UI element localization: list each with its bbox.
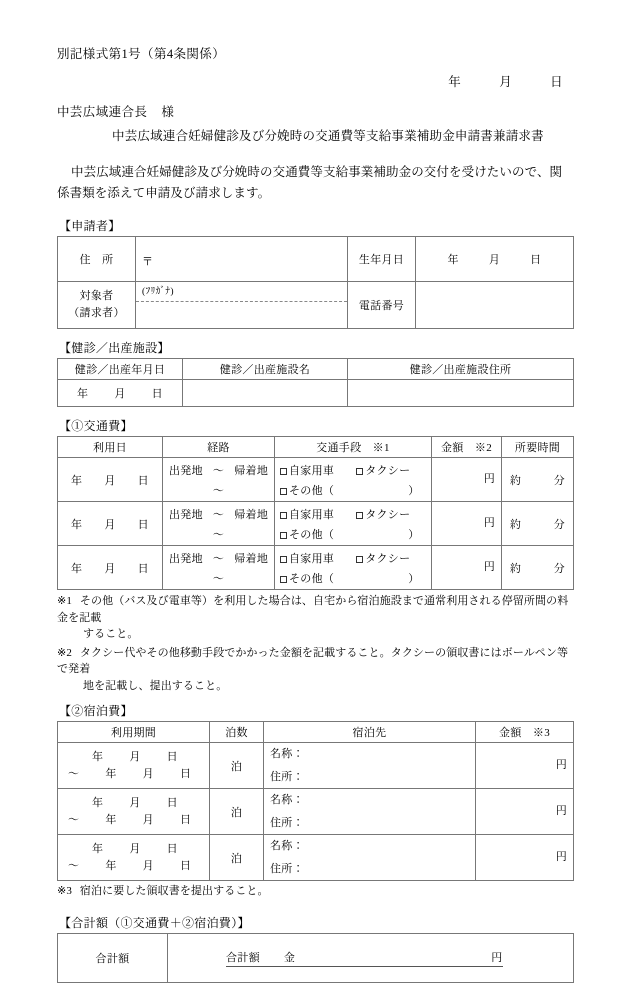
total-row-label: 合計額 (95, 952, 130, 965)
lodging-name-label: 名称： (270, 794, 304, 807)
phone-label: 電話番号 (358, 300, 405, 313)
transport-currency-label: 円 (483, 473, 495, 486)
facility-year-label: 年 (77, 388, 89, 401)
transport-amount-cell[interactable] (432, 502, 502, 546)
means-row-primary (275, 546, 431, 566)
facility-col-name: 健診／出産施設名 (183, 359, 348, 380)
lodging-nights-cell[interactable] (210, 743, 264, 789)
route-second-tilde: 〜 (212, 485, 225, 498)
lodging-start-date (58, 841, 209, 858)
total-section-heading: 【合計額（①交通費＋②宿泊費）】 (59, 915, 250, 930)
lodging-end-month: 月 (142, 767, 154, 780)
facility-day-label: 日 (151, 388, 163, 401)
note-1-label: ※1 (57, 595, 72, 608)
route-to-label: 帰着地 (234, 553, 269, 566)
duration-prefix-label: 約 (510, 474, 522, 487)
lodging-start-date (58, 795, 209, 812)
means-other-label: その他（ (289, 573, 335, 586)
address-label: 住 所 (79, 254, 114, 267)
date-year-label: 年 (448, 75, 462, 89)
checkbox-private-car[interactable] (280, 468, 287, 475)
transport-col-means: 交通手段 ※1 (275, 437, 432, 458)
lodging-period-cell[interactable] (58, 835, 210, 881)
duration-prefix-label: 約 (510, 562, 522, 575)
lodging-nights-unit: 泊 (230, 806, 243, 819)
total-amount-line (226, 949, 503, 967)
route-to-label: 帰着地 (234, 509, 269, 522)
transport-month-label: 月 (104, 474, 116, 487)
route-tilde: 〜 (212, 553, 225, 566)
means-other-close: ） (408, 573, 420, 586)
transport-month-label: 月 (104, 518, 116, 531)
means-car-label: 自家用車 (289, 465, 335, 478)
checkbox-other[interactable] (280, 532, 287, 539)
birthdate-label: 生年月日 (358, 254, 405, 267)
total-money-mark: 金 (283, 951, 296, 964)
lodging-table (57, 721, 574, 881)
transport-day-label: 日 (137, 518, 149, 531)
route-top-line (163, 546, 274, 566)
route-second-tilde: 〜 (212, 573, 225, 586)
transport-amount-cell[interactable] (432, 458, 502, 502)
table-row (58, 835, 574, 881)
total-currency-label: 円 (491, 951, 503, 964)
table-row (58, 933, 574, 982)
means-taxi-label: タクシー (365, 509, 411, 522)
table-row (58, 502, 574, 546)
means-other-close: ） (408, 485, 420, 498)
facility-name-cell[interactable] (183, 380, 348, 407)
checkbox-taxi[interactable] (356, 468, 363, 475)
transport-currency-label: 円 (483, 561, 495, 574)
lodging-note-3 (57, 883, 573, 900)
lodging-nights-unit: 泊 (230, 760, 243, 773)
applicant-table (57, 236, 574, 329)
transport-note-2 (57, 645, 573, 695)
transport-duration-cell[interactable] (502, 458, 574, 502)
subject-label-cell (58, 282, 136, 329)
total-inline-label: 合計額 (226, 951, 260, 964)
lodging-col-nights: 泊数 (210, 722, 264, 743)
note-3-label: ※3 (57, 885, 72, 898)
lodging-end-year: 年 (105, 767, 117, 780)
lodging-start-month: 月 (129, 842, 141, 855)
lodging-address-label: 住所： (270, 816, 304, 829)
lodging-amount-cell[interactable] (476, 743, 574, 789)
checkbox-private-car[interactable] (280, 556, 287, 563)
lodging-nights-cell[interactable] (210, 835, 264, 881)
means-taxi-label: タクシー (365, 465, 411, 478)
address-label-cell (58, 237, 136, 282)
route-top-line (163, 502, 274, 522)
lodging-nights-cell[interactable] (210, 789, 264, 835)
form-number: 別記様式第1号（第4条関係） (57, 47, 226, 61)
lodging-amount-cell[interactable] (476, 789, 574, 835)
route-from-label: 出発地 (169, 465, 203, 478)
lodging-start-day: 日 (166, 796, 178, 809)
route-tilde: 〜 (212, 509, 225, 522)
note-2-continuation: 地を記載し、提出すること。 (83, 679, 228, 692)
transport-duration-cell[interactable] (502, 546, 574, 590)
note-3-text: 宿泊に要した領収書を提出すること。 (79, 885, 269, 898)
checkbox-taxi[interactable] (356, 512, 363, 519)
subject-label: 対象者 (79, 290, 114, 303)
document-body-text: 中芸広域連合妊婦健診及び分娩時の交通費等支給事業補助金の交付を受けたいので、関係書類を添えて申請及び請求します。 (57, 165, 563, 200)
checkbox-private-car[interactable] (280, 512, 287, 519)
table-header-row (58, 722, 574, 743)
duration-unit-label: 分 (553, 474, 565, 487)
transport-col-date: 利用日 (58, 437, 163, 458)
table-row (58, 380, 574, 407)
lodging-start-year: 年 (92, 750, 104, 763)
transport-route-cell[interactable] (163, 502, 275, 546)
furigana-label: (ﾌﾘｶﾞﾅ) (136, 283, 347, 302)
checkbox-other[interactable] (280, 488, 287, 495)
checkbox-other[interactable] (280, 576, 287, 583)
lodging-start-day: 日 (166, 750, 178, 763)
applicant-section-heading: 【申請者】 (59, 219, 121, 234)
means-car-label: 自家用車 (289, 509, 335, 522)
transport-means-cell[interactable] (275, 458, 432, 502)
means-row-other (275, 522, 431, 545)
table-row (58, 743, 574, 789)
lodging-currency-label: 円 (555, 851, 567, 864)
facility-col-date: 健診／出産年月日 (58, 359, 183, 380)
birthdate-label-cell (348, 237, 416, 282)
address-input-cell[interactable] (136, 237, 348, 282)
lodging-start-year: 年 (92, 842, 104, 855)
route-from-label: 出発地 (169, 553, 203, 566)
addressee-line (57, 102, 573, 120)
checkbox-taxi[interactable] (356, 556, 363, 563)
transport-col-amount: 金額 ※2 (432, 437, 502, 458)
lodging-col-destination: 宿泊先 (264, 722, 476, 743)
lodging-end-year: 年 (105, 813, 117, 826)
lodging-name-label: 名称： (270, 840, 304, 853)
table-header-row (58, 359, 574, 380)
date-day-label: 日 (550, 75, 563, 89)
lodging-period-tilde: 〜 (68, 859, 80, 872)
facility-address-cell[interactable] (348, 380, 574, 407)
means-other-label: その他（ (289, 485, 335, 498)
birthdate-day-label: 日 (530, 254, 542, 267)
lodging-end-date (58, 812, 209, 829)
lodging-end-date (58, 858, 209, 875)
lodging-address-label: 住所： (270, 862, 304, 875)
lodging-start-day: 日 (166, 842, 178, 855)
means-row-primary (275, 458, 431, 478)
lodging-start-date (58, 749, 209, 766)
duration-prefix-label: 約 (510, 518, 522, 531)
lodging-section-heading: 【②宿泊費】 (59, 704, 133, 719)
transport-year-label: 年 (71, 474, 83, 487)
facility-table (57, 358, 574, 407)
lodging-nights-unit: 泊 (230, 852, 243, 865)
subject-sublabel: （請求者） (68, 307, 125, 320)
means-car-label: 自家用車 (289, 553, 335, 566)
date-month-label: 月 (499, 75, 513, 89)
note-1-text: その他（バス及び電車等）を利用した場合は、自宅から宿泊施設まで通常利用される停留所間の料金を記載 (57, 595, 569, 624)
duration-unit-label: 分 (553, 562, 565, 575)
birthdate-input-cell[interactable] (416, 237, 574, 282)
facility-month-label: 月 (114, 388, 126, 401)
transport-route-cell[interactable] (163, 458, 275, 502)
transport-year-label: 年 (71, 518, 83, 531)
transport-means-cell[interactable] (275, 546, 432, 590)
lodging-amount-cell[interactable] (476, 835, 574, 881)
transport-route-cell[interactable] (163, 546, 275, 590)
transport-duration-cell[interactable] (502, 502, 574, 546)
table-row (58, 789, 574, 835)
lodging-end-day: 日 (179, 859, 192, 872)
route-top-line (163, 458, 274, 478)
means-row-primary (275, 502, 431, 522)
document-date-line (57, 72, 563, 90)
transport-col-duration: 所要時間 (502, 437, 574, 458)
transport-section-heading: 【①交通費】 (59, 419, 133, 434)
total-label-cell (58, 933, 168, 982)
subject-name-cell[interactable] (136, 282, 348, 329)
table-row (58, 282, 574, 329)
lodging-destination-cell[interactable] (264, 789, 476, 835)
birthdate-month-label: 月 (488, 254, 501, 267)
lodging-currency-label: 円 (555, 805, 567, 818)
note-1-continuation: すること。 (83, 628, 139, 641)
facility-date-cell[interactable] (58, 380, 183, 407)
lodging-start-month: 月 (129, 796, 141, 809)
note-2-label: ※2 (57, 646, 72, 659)
lodging-end-month: 月 (142, 859, 154, 872)
lodging-end-month: 月 (142, 813, 154, 826)
table-row (58, 546, 574, 590)
form-body (57, 44, 573, 983)
phone-input-cell[interactable] (416, 282, 574, 329)
lodging-end-day: 日 (179, 767, 192, 780)
means-row-other (275, 478, 431, 501)
transport-month-label: 月 (104, 562, 116, 575)
route-second-tilde: 〜 (212, 529, 225, 542)
transport-date-cell[interactable] (58, 502, 163, 546)
total-amount-cell[interactable] (168, 933, 574, 982)
facility-section-heading: 【健診／出産施設】 (59, 341, 170, 356)
route-from-label: 出発地 (169, 509, 203, 522)
phone-label-cell (348, 282, 416, 329)
transport-note-1 (57, 593, 573, 643)
transport-amount-cell[interactable] (432, 546, 502, 590)
lodging-col-amount: 金額 ※3 (476, 722, 574, 743)
route-to-label: 帰着地 (234, 465, 269, 478)
means-row-other (275, 566, 431, 589)
addressee-honorific: 様 (161, 105, 175, 119)
lodging-currency-label: 円 (555, 759, 567, 772)
lodging-name-label: 名称： (270, 748, 304, 761)
lodging-period-cell[interactable] (58, 789, 210, 835)
means-other-close: ） (408, 529, 420, 542)
means-taxi-label: タクシー (365, 553, 411, 566)
lodging-destination-cell[interactable] (264, 743, 476, 789)
note-2-text: タクシー代やその他移動手段でかかった金額を記載すること。タクシーの領収書にはボールペン等で発着 (57, 646, 569, 676)
postal-mark: 〒 (142, 255, 154, 268)
lodging-period-tilde: 〜 (68, 813, 80, 826)
lodging-end-day: 日 (179, 813, 192, 826)
table-row (58, 458, 574, 502)
lodging-period-cell[interactable] (58, 743, 210, 789)
facility-col-address: 健診／出産施設住所 (348, 359, 574, 380)
lodging-col-period: 利用期間 (58, 722, 210, 743)
transport-currency-label: 円 (483, 517, 495, 530)
table-header-row (58, 437, 574, 458)
transport-day-label: 日 (137, 562, 149, 575)
subject-name-input[interactable] (136, 302, 347, 328)
route-tilde: 〜 (212, 465, 225, 478)
document-title: 中芸広域連合妊婦健診及び分娩時の交通費等支給事業補助金申請書兼請求書 (112, 129, 544, 143)
means-other-label: その他（ (289, 529, 335, 542)
table-row (58, 237, 574, 282)
addressee-name: 中芸広域連合長 (57, 105, 148, 119)
transport-table (57, 436, 574, 590)
lodging-end-date (58, 766, 209, 783)
transport-date-cell[interactable] (58, 458, 163, 502)
lodging-start-year: 年 (92, 796, 104, 809)
lodging-start-month: 月 (129, 750, 141, 763)
lodging-address-label: 住所： (270, 770, 304, 783)
transport-col-route: 経路 (163, 437, 275, 458)
transport-date-cell[interactable] (58, 546, 163, 590)
transport-day-label: 日 (137, 474, 149, 487)
lodging-end-year: 年 (105, 859, 117, 872)
transport-year-label: 年 (71, 562, 83, 575)
transport-means-cell[interactable] (275, 502, 432, 546)
lodging-period-tilde: 〜 (68, 767, 80, 780)
lodging-destination-cell[interactable] (264, 835, 476, 881)
duration-unit-label: 分 (553, 518, 565, 531)
birthdate-year-label: 年 (447, 254, 459, 267)
total-table (57, 933, 574, 983)
